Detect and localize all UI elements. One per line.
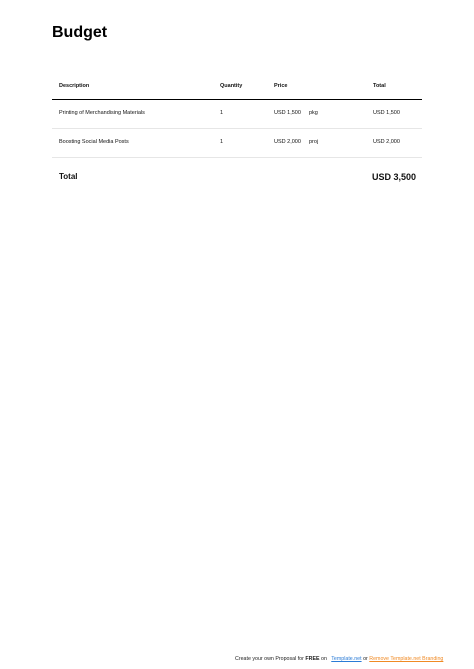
page-title: Budget bbox=[52, 24, 108, 41]
remove-branding-link[interactable]: Remove Template.net Branding bbox=[369, 656, 444, 662]
row-description: Printing of Merchandising Materials bbox=[59, 110, 145, 116]
row-quantity: 1 bbox=[220, 110, 224, 116]
row-total: USD 1,500 bbox=[373, 110, 400, 116]
row-price: USD 2,000 bbox=[274, 139, 301, 145]
row-quantity: 1 bbox=[220, 139, 224, 145]
header-quantity: Quantity bbox=[220, 83, 243, 89]
footer-free-text: FREE bbox=[305, 656, 320, 662]
footer-or-text: or bbox=[363, 656, 368, 662]
template-net-link[interactable]: Template.net bbox=[331, 656, 362, 662]
footer-on-text: on bbox=[321, 656, 327, 662]
table-header bbox=[52, 74, 422, 100]
total-label: Total bbox=[59, 172, 78, 181]
table-row bbox=[52, 129, 422, 158]
table-row bbox=[52, 100, 422, 129]
header-description: Description bbox=[59, 83, 90, 89]
header-total: Total bbox=[373, 83, 386, 89]
budget-table bbox=[52, 74, 422, 198]
row-description: Boosting Social Media Posts bbox=[59, 139, 129, 145]
branding-footer bbox=[235, 656, 443, 662]
row-unit: proj bbox=[309, 139, 319, 145]
row-total: USD 2,000 bbox=[373, 139, 400, 145]
header-price: Price bbox=[274, 83, 288, 89]
total-value: USD 3,500 bbox=[371, 172, 416, 182]
footer-prefix-text: Create your own Proposal for bbox=[235, 656, 304, 662]
row-price: USD 1,500 bbox=[274, 110, 301, 116]
row-unit: pkg bbox=[309, 110, 318, 116]
table-total-row bbox=[52, 158, 422, 198]
